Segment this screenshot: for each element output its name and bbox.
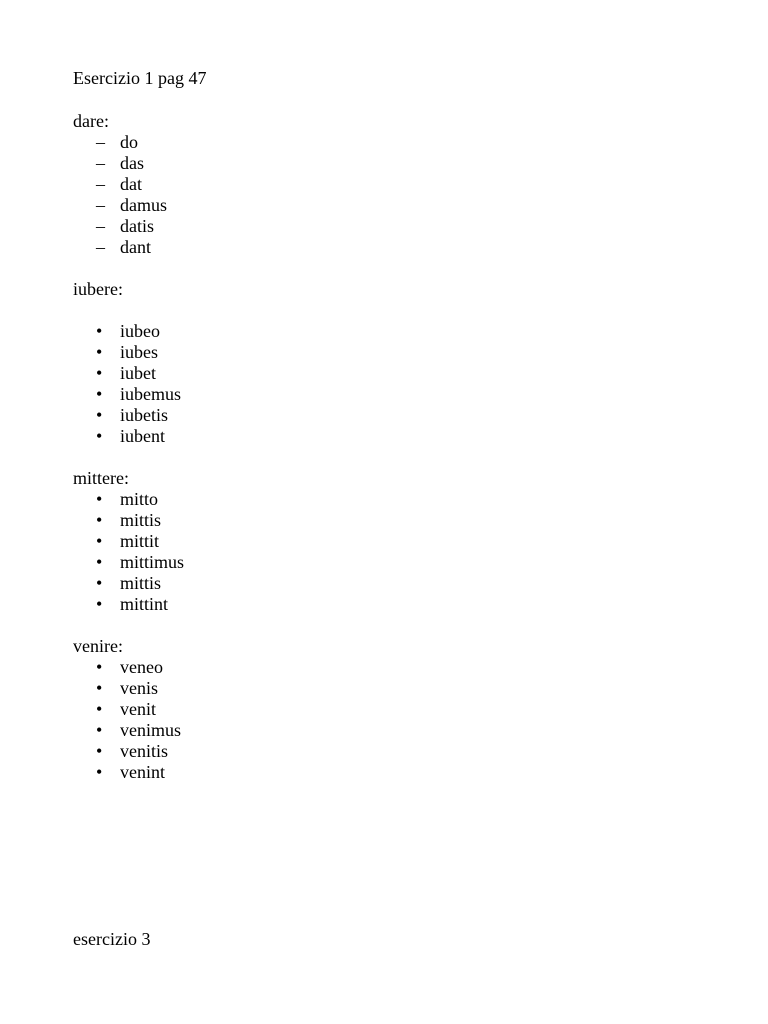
- list-item: [73, 489, 693, 510]
- list-item: [73, 363, 693, 384]
- list-item-text: mittint: [120, 594, 169, 614]
- dash-marker: –: [96, 174, 105, 194]
- bullet-marker: •: [96, 699, 103, 719]
- conjugation-list: [73, 489, 693, 615]
- list-item-text: das: [120, 153, 144, 173]
- list-item: [73, 237, 693, 258]
- dash-marker: –: [96, 153, 105, 173]
- list-item: [73, 531, 693, 552]
- list-item-text: dat: [120, 174, 142, 194]
- list-item: [73, 321, 693, 342]
- list-item-text: mittimus: [120, 552, 185, 572]
- list-item-text: mittis: [120, 573, 162, 593]
- bullet-marker: •: [96, 342, 103, 362]
- list-item-text: mittis: [120, 510, 162, 530]
- list-item-text: damus: [120, 195, 167, 215]
- list-item: [73, 678, 693, 699]
- bullet-marker: •: [96, 510, 103, 530]
- section-heading: mittere:: [73, 468, 129, 488]
- bullet-marker: •: [96, 489, 103, 509]
- list-item-text: veneo: [120, 657, 163, 677]
- bullet-marker: •: [96, 531, 103, 551]
- bullet-marker: •: [96, 573, 103, 593]
- list-item: [73, 426, 693, 447]
- list-item: [73, 573, 693, 594]
- list-item: [73, 720, 693, 741]
- bullet-marker: •: [96, 552, 103, 572]
- bullet-marker: •: [96, 426, 103, 446]
- bullet-marker: •: [96, 594, 103, 614]
- document-page: [73, 68, 693, 783]
- list-item: [73, 552, 693, 573]
- bullet-marker: •: [96, 384, 103, 404]
- section-iubere: [73, 279, 693, 447]
- page-title: Esercizio 1 pag 47: [73, 68, 207, 88]
- list-item-text: venis: [120, 678, 158, 698]
- list-item-text: iubes: [120, 342, 158, 362]
- section-venire: [73, 636, 693, 783]
- list-item: [73, 594, 693, 615]
- footer-heading: esercizio 3: [73, 929, 151, 949]
- section-heading: venire:: [73, 636, 123, 656]
- list-item-text: iubetis: [120, 405, 168, 425]
- list-item: [73, 216, 693, 237]
- list-item-text: iubet: [120, 363, 156, 383]
- list-item: [73, 657, 693, 678]
- bullet-marker: •: [96, 405, 103, 425]
- list-item: [73, 384, 693, 405]
- list-item-text: iubent: [120, 426, 165, 446]
- list-item: [73, 132, 693, 153]
- list-item: [73, 153, 693, 174]
- dash-marker: –: [96, 195, 105, 215]
- dash-marker: –: [96, 216, 105, 236]
- bullet-marker: •: [96, 657, 103, 677]
- list-item-text: iubemus: [120, 384, 181, 404]
- conjugation-list: [73, 321, 693, 447]
- list-item: [73, 405, 693, 426]
- list-item: [73, 195, 693, 216]
- bullet-marker: •: [96, 321, 103, 341]
- list-item: [73, 174, 693, 195]
- list-item: [73, 510, 693, 531]
- list-item-text: do: [120, 132, 138, 152]
- conjugation-list: [73, 657, 693, 783]
- list-item-text: venint: [120, 762, 165, 782]
- list-item-text: datis: [120, 216, 154, 236]
- section-heading: dare:: [73, 111, 109, 131]
- bullet-marker: •: [96, 762, 103, 782]
- list-item-text: mittit: [120, 531, 160, 551]
- dash-marker: –: [96, 237, 105, 257]
- conjugation-list: [73, 132, 693, 258]
- list-item: [73, 342, 693, 363]
- list-item: [73, 699, 693, 720]
- bullet-marker: •: [96, 678, 103, 698]
- section-dare: [73, 111, 693, 258]
- bullet-marker: •: [96, 363, 103, 383]
- list-item: [73, 762, 693, 783]
- section-mittere: [73, 468, 693, 615]
- list-item-text: dant: [120, 237, 151, 257]
- section-heading: iubere:: [73, 279, 123, 299]
- bullet-marker: •: [96, 720, 103, 740]
- dash-marker: –: [96, 132, 105, 152]
- list-item-text: venit: [120, 699, 156, 719]
- list-item-text: mitto: [120, 489, 159, 509]
- list-item-text: venimus: [120, 720, 181, 740]
- list-item-text: iubeo: [120, 321, 160, 341]
- list-item-text: venitis: [120, 741, 168, 761]
- list-item: [73, 741, 693, 762]
- bullet-marker: •: [96, 741, 103, 761]
